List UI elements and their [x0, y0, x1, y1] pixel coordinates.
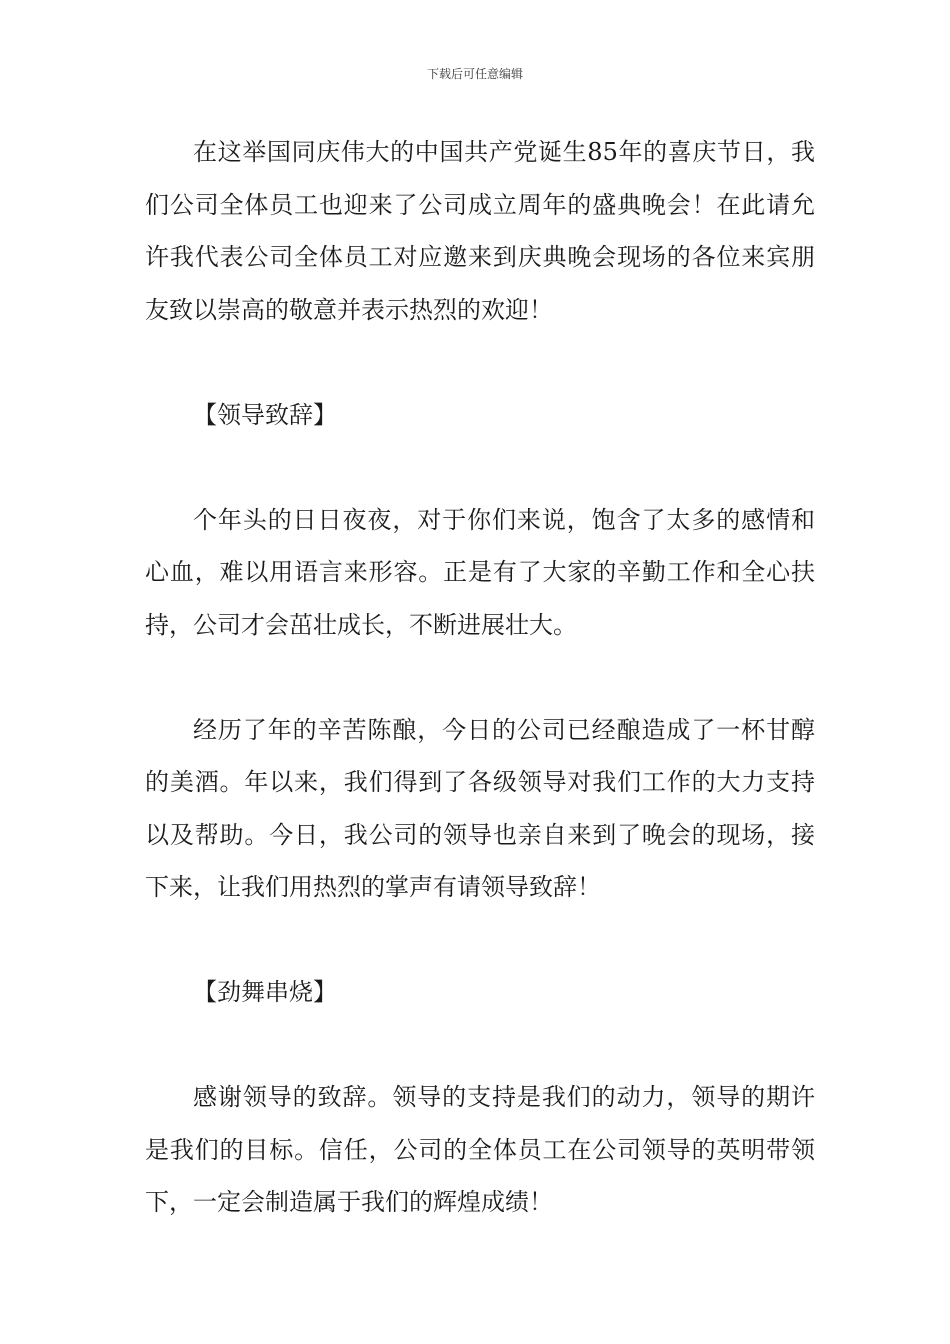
- document-body: [145, 126, 815, 1229]
- paragraph-years: 个年头的日日夜夜，对于你们来说，饱含了太多的感情和心血，难以用语言来形容。正是有了大家的辛勤工作和全心扶持，公司才会茁壮成长，不断进展壮大。: [145, 505, 815, 639]
- paragraph-thanks: 感谢领导的致辞。领导的支持是我们的动力，领导的期许是我们的目标。信任，公司的全体员工在公司领导的英明带领下，一定会制造属于我们的辉煌成绩！: [145, 1083, 815, 1216]
- section-gap: [145, 441, 815, 494]
- section-gap: [145, 914, 815, 967]
- section-gap: [145, 336, 815, 389]
- intro-paragraph: 在这举国同庆伟大的中国共产党诞生85年的喜庆节日，我们公司全体员工也迎来了公司成立周年的盛典晚会！在此请允许我代表公司全体员工对应邀来到庆典晚会现场的各位来宾朋友致以崇高的敬意并表示热烈的欢迎！: [145, 138, 815, 324]
- section-gap: [145, 1019, 815, 1072]
- paragraph-invite-leader: 经历了年的辛苦陈酿，今日的公司已经酿造成了一杯甘醇的美酒。年以来，我们得到了各级领导对我们工作的大力支持以及帮助。今日，我公司的领导也亲自来到了晚会的现场，接下来，让我们用热烈的掌声有请领导致辞！: [145, 715, 815, 901]
- section-heading-dance: 【劲舞串烧】: [193, 978, 337, 1006]
- section-gap: [145, 651, 815, 704]
- section-heading-leader-speech: 【领导致辞】: [193, 400, 337, 429]
- page-header: 下载后可任意编辑: [426, 67, 523, 81]
